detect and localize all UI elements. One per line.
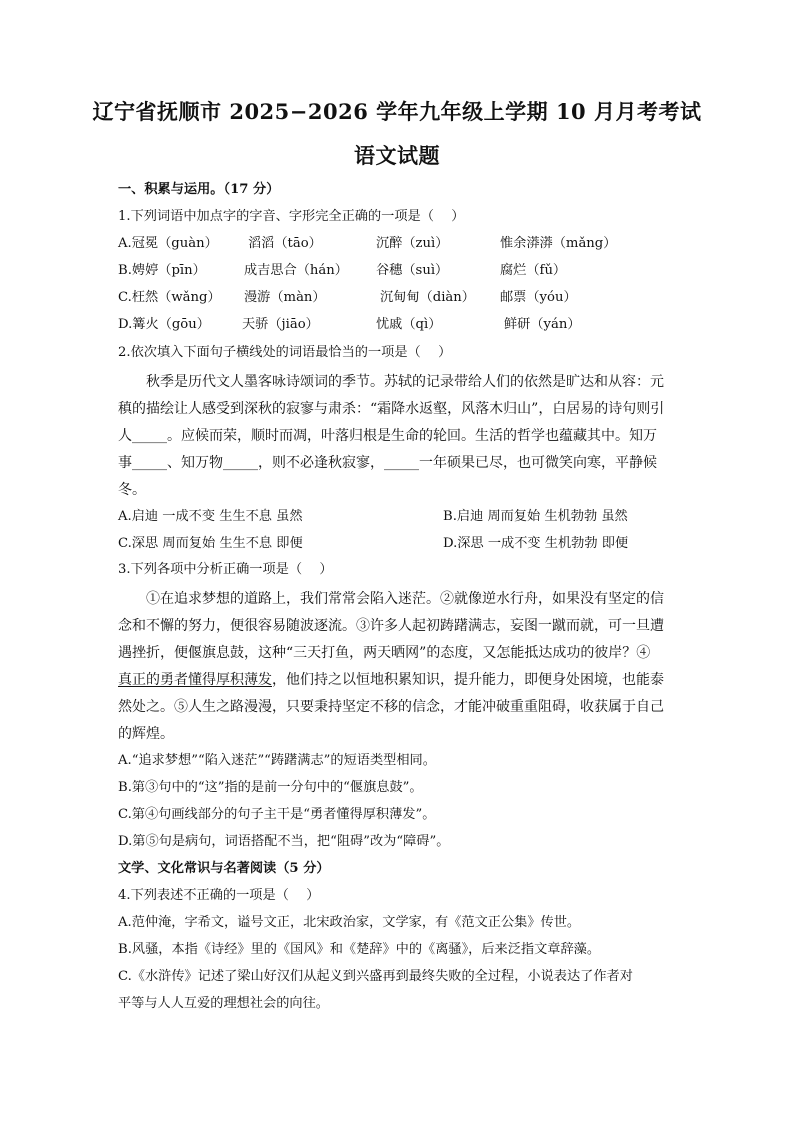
passage-line: 秋季是历代文人墨客咏诗颂词的季节。苏轼的记录带给人们的依然是旷达和从容：元	[146, 374, 664, 390]
option-item: B.启迪 周而复始 生机勃勃 虽然	[443, 509, 628, 524]
option-item: D.篝火（gōu）	[118, 317, 210, 332]
option-item: 沉醉（zuì）	[376, 236, 449, 251]
option-item: 漫游（màn）	[244, 290, 326, 305]
passage-line: 稹的描绘让人感受到深秋的寂寥与肃杀：“霜降水返壑，风落木归山”，白居易的诗句则引	[118, 401, 665, 417]
option-item: B.第③句中的“这”指的是前一分句中的“偃旗息鼓”。	[118, 780, 423, 795]
option-item: 成吉思合（hán）	[244, 263, 348, 278]
question-stem: 4.下列表述不正确的一项是（ ）	[118, 888, 320, 903]
option-item: C.深思 周而复始 生生不息 即便	[118, 536, 303, 551]
option-item: A.冠冕（guàn）	[118, 236, 218, 251]
option-item: A.“追求梦想”“陷入迷茫”“踌躇满志”的短语类型相同。	[118, 753, 436, 768]
exam-subtitle: 语文试题	[354, 143, 440, 168]
passage-line: 人_____。应候而荣，顺时而凋，叶落归根是生命的轮回。生活的哲学也蕴藏其中。知万	[118, 428, 657, 444]
passage-line: 念和不懈的努力，便很容易随波逐流。③许多人起初踌躇满志，妄图一蹴而就，可一旦遭	[118, 618, 664, 634]
option-item: D.深思 一成不变 生机勃勃 即便	[443, 536, 629, 551]
option-item: C.《水浒传》记述了梁山好汉们从起义到兴盛再到最终失败的全过程，小说表达了作者对	[118, 969, 633, 984]
option-item: 谷穗（suì）	[376, 263, 449, 278]
option-item: 鲜研（yán）	[504, 317, 581, 332]
passage-line: ①在追求梦想的道路上，我们常常会陷入迷茫。②就像逆水行舟，如果没有坚定的信	[146, 591, 664, 607]
passage-line	[118, 670, 664, 690]
option-item: 忧戚（qì）	[376, 317, 442, 332]
question-stem: 2.依次填入下面句子横线处的词语最恰当的一项是（ ）	[118, 345, 452, 360]
option-item: 沉甸甸（diàn）	[380, 290, 475, 305]
passage-line: 的辉煌。	[118, 726, 174, 742]
section-heading: 一、积累与运用。（17 分）	[118, 182, 280, 197]
option-item: B.风骚，本指《诗经》里的《国风》和《楚辞》中的《离骚》，后来泛指文章辞藻。	[118, 942, 601, 957]
passage-line: 然处之。⑤人生之路漫漫，只要秉持坚定不移的信念，才能冲破重重阻碍，收获属于自己	[118, 699, 664, 715]
passage-line: 遇挫折，便偃旗息鼓，这种“三天打鱼，两天晒网”的态度，又怎能抵达成功的彼岸？④	[118, 645, 651, 661]
option-item: 天骄（jiāo）	[242, 317, 319, 332]
section-heading: 文学、文化常识与名著阅读（5 分）	[118, 861, 330, 876]
option-item: C.枉然（wǎng）	[118, 290, 221, 305]
underlined-sentence: 真正的勇者懂得厚积薄发	[118, 672, 272, 688]
option-item: 惟余漭漭（mǎng）	[500, 236, 617, 251]
option-item: D.第⑤句是病句，词语搭配不当，把“阻碍”改为“障碍”。	[118, 834, 450, 849]
option-item: 邮票（yóu）	[500, 290, 577, 305]
option-item: A.范仲淹，字希文，谥号文正，北宋政治家，文学家，有《范文正公集》传世。	[118, 915, 581, 930]
option-item: C.第④句画线部分的句子主干是“勇者懂得厚积薄发”。	[118, 807, 436, 822]
question-stem: 1.下列词语中加点字的字音、字形完全正确的一项是（ ）	[118, 209, 465, 224]
option-item: 腐烂（fǔ）	[500, 263, 567, 278]
exam-title: 辽宁省抚顺市 2025−2026 学年九年级上学期 10 月月考考试	[92, 99, 702, 124]
passage-line: 冬。	[118, 482, 146, 498]
option-item: B.娉婷（pīn）	[118, 263, 206, 278]
option-item: A.启迪 一成不变 生生不息 虽然	[118, 509, 303, 524]
passage-line: 事_____、知万物_____，则不必逢秋寂寥，_____一年硕果已尽，也可微笑向寒，平静候	[118, 455, 657, 471]
option-item: 滔滔（tāo）	[248, 236, 322, 251]
question-stem: 3.下列各项中分析正确一项是（ ）	[118, 562, 333, 577]
option-item: 平等与人人互爱的理想社会的向往。	[118, 996, 329, 1011]
passage-text: ，他们持之以恒地积累知识，提升能力，即便身处困境，也能泰	[272, 672, 664, 688]
